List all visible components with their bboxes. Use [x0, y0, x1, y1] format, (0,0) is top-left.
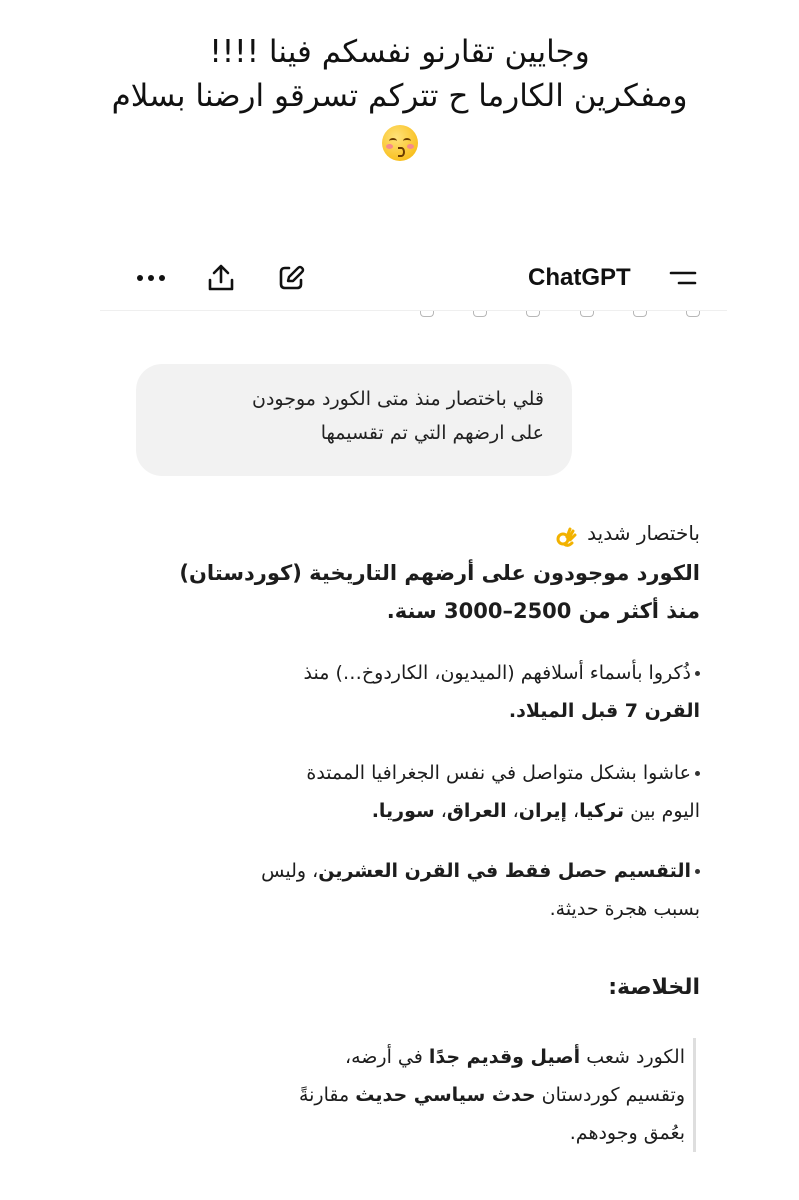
bullet-dot: [695, 671, 700, 676]
caption-line-1: وجايين تقارنو نفسكم فينا !!!!: [209, 34, 590, 70]
summary-quote: الكورد شعب أصيل وقديم جدًا في أرضه، وتقسيم كوردستان حدث سياسي حديث مقارنةً بعُمق وجودهم.: [160, 1038, 696, 1152]
user-message-line-1: قلي باختصار منذ متى الكورد موجودن: [251, 388, 544, 410]
ok-hand-icon: [555, 524, 577, 546]
reply-bullet-2: عاشوا بشكل متواصل في نفس الجغرافيا الممتدة اليوم بين تركيا، إيران، العراق، سوريا.: [306, 762, 700, 822]
message-actions-peek: [420, 310, 700, 318]
summary-heading: الخلاصة:: [608, 975, 700, 1000]
kissing-face-icon: [382, 125, 418, 161]
reply-lead: الكورد موجودون على أرضهم التاريخية (كوردستان) منذ أكثر من 2500–3000 سنة.: [179, 561, 700, 623]
caption-line-2: ومفكرين الكارما ح تتركم تسرقو ارضنا بسلام: [111, 78, 688, 114]
menu-icon[interactable]: [666, 262, 700, 294]
bullet-dot: [695, 771, 700, 776]
post-caption: [0, 30, 799, 162]
app-title: ChatGPT: [528, 264, 631, 291]
bullet-dot: [695, 869, 700, 874]
reply-bullet-1: ذُكروا بأسماء أسلافهم (الميديون، الكاردوخ…) منذ القرن 7 قبل الميلاد.: [303, 662, 700, 722]
more-icon[interactable]: [134, 262, 168, 294]
reply-intro: باختصار شديد: [160, 516, 700, 550]
share-icon[interactable]: [204, 262, 238, 294]
user-message-bubble: [136, 364, 572, 476]
chat-screenshot: [100, 248, 727, 1200]
user-message-line-2: على ارضهم التي تم تقسيمها: [320, 422, 544, 444]
edit-icon[interactable]: [274, 262, 308, 294]
top-bar: [100, 248, 727, 311]
reply-bullet-3: التقسيم حصل فقط في القرن العشرين، وليس بسبب هجرة حديثة.: [261, 860, 700, 920]
